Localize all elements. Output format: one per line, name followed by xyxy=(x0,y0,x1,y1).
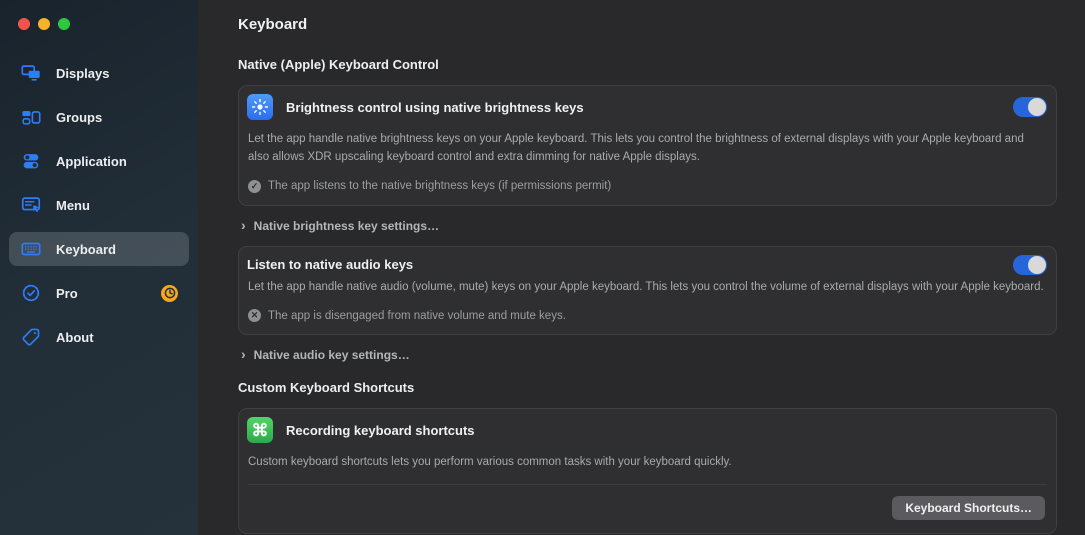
shortcuts-card-title: Recording keyboard shortcuts xyxy=(286,422,475,438)
sidebar-item-label: Pro xyxy=(56,285,78,301)
page-title: Keyboard xyxy=(238,16,308,33)
application-icon xyxy=(20,150,42,172)
toggle-knob xyxy=(1028,98,1046,116)
about-tag-icon xyxy=(20,326,42,348)
main-panel xyxy=(198,0,1085,535)
sidebar-item-keyboard[interactable] xyxy=(9,232,189,266)
sidebar-item-menu[interactable] xyxy=(9,188,189,222)
pro-seal-icon xyxy=(20,282,42,304)
toggle-knob xyxy=(1028,256,1046,274)
brightness-card-description: Let the app handle native brightness keys on your Apple keyboard. This lets you control the brightness of external displays with your Apple keyboard and also allows XDR upscaling keyboard control and extra dimming for native Apple displays. xyxy=(248,133,1024,164)
sidebar-item-application[interactable] xyxy=(9,144,189,178)
keyboard-icon xyxy=(20,238,42,260)
traffic-lights xyxy=(0,18,198,30)
sidebar-item-label: Menu xyxy=(56,197,90,213)
minimize-button[interactable] xyxy=(38,18,50,30)
sidebar xyxy=(0,0,198,535)
audio-card xyxy=(238,246,1057,335)
sidebar-nav xyxy=(0,56,198,354)
chevron-right-icon: › xyxy=(241,346,246,363)
audio-card-description: Let the app handle native audio (volume, mute) keys on your Apple keyboard. This lets you control the volume of external displays with your Apple keyboard. xyxy=(248,280,1044,293)
sidebar-item-about[interactable] xyxy=(9,320,189,354)
brightness-sun-icon xyxy=(247,94,273,120)
groups-icon xyxy=(20,106,42,128)
sidebar-item-displays[interactable] xyxy=(9,56,189,90)
clock-badge xyxy=(161,285,178,302)
audio-settings-disclosure[interactable] xyxy=(241,348,1057,362)
brightness-toggle[interactable] xyxy=(1013,97,1047,117)
disclosure-label: Native brightness key settings… xyxy=(253,218,440,233)
sidebar-item-label: Groups xyxy=(56,109,103,125)
sidebar-item-label: About xyxy=(56,329,94,345)
displays-icon xyxy=(20,62,42,84)
shortcuts-card xyxy=(238,408,1057,533)
sidebar-item-label: Keyboard xyxy=(56,241,116,257)
brightness-status-text: The app listens to the native brightness keys (if permissions permit) xyxy=(268,180,612,193)
brightness-card-title: Brightness control using native brightness keys xyxy=(286,99,584,115)
cross-circle-icon: ✕ xyxy=(248,309,261,322)
audio-status-text: The app is disengaged from native volume and mute keys. xyxy=(268,309,566,322)
audio-toggle[interactable] xyxy=(1013,255,1047,275)
sidebar-item-groups[interactable] xyxy=(9,100,189,134)
shortcuts-card-description: Custom keyboard shortcuts lets you perform various common tasks with your keyboard quickly. xyxy=(248,456,732,469)
keyboard-shortcuts-button[interactable]: Keyboard Shortcuts… xyxy=(892,496,1045,520)
audio-card-title: Listen to native audio keys xyxy=(247,257,414,273)
chevron-right-icon: › xyxy=(241,216,246,233)
disclosure-label: Native audio key settings… xyxy=(253,348,410,363)
sidebar-item-label: Application xyxy=(56,153,127,169)
native-section-header: Native (Apple) Keyboard Control xyxy=(238,57,439,72)
command-icon: ⌘ xyxy=(247,417,273,443)
brightness-card xyxy=(238,85,1057,206)
sidebar-item-label: Displays xyxy=(56,65,110,81)
close-button[interactable] xyxy=(18,18,30,30)
sidebar-item-pro[interactable] xyxy=(9,276,189,310)
brightness-settings-disclosure[interactable] xyxy=(241,216,1057,233)
check-circle-icon: ✓ xyxy=(248,180,261,193)
custom-section-header: Custom Keyboard Shortcuts xyxy=(238,380,415,396)
menu-icon xyxy=(20,194,42,216)
zoom-button[interactable] xyxy=(58,18,70,30)
